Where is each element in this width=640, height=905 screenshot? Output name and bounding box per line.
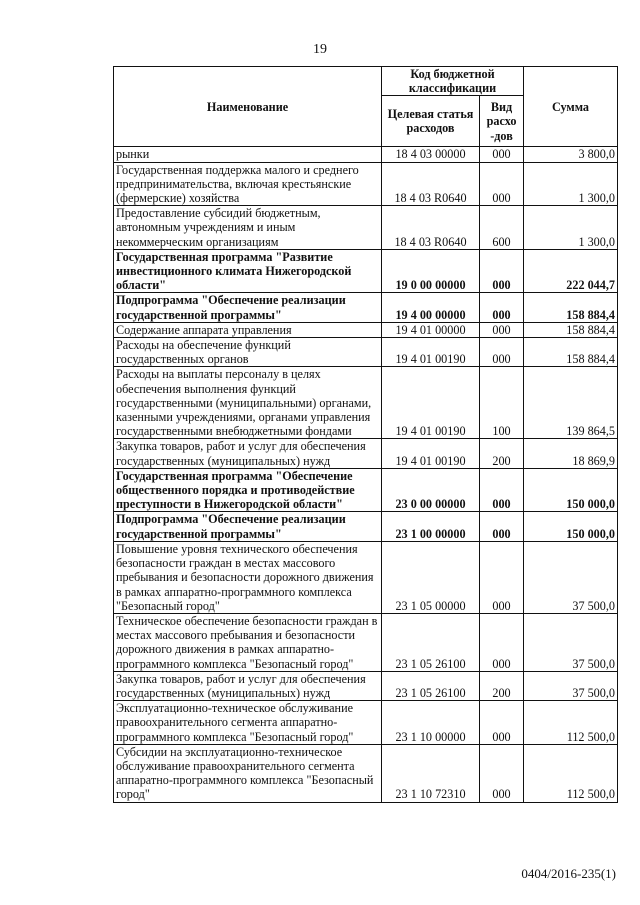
row-type: 000 <box>480 162 524 206</box>
table-row <box>114 701 618 745</box>
row-type: 600 <box>480 206 524 250</box>
row-type: 000 <box>480 512 524 541</box>
row-sum: 150 000,0 <box>524 468 618 512</box>
row-sum: 112 500,0 <box>524 744 618 802</box>
row-code: 23 1 10 00000 <box>382 701 480 745</box>
table-body <box>114 147 618 802</box>
table-row <box>114 206 618 250</box>
row-sum: 1 300,0 <box>524 162 618 206</box>
row-code: 23 1 05 00000 <box>382 541 480 613</box>
row-code: 19 4 00 00000 <box>382 293 480 322</box>
row-name: Подпрограмма "Обеспечение реализации государственной программы" <box>114 293 382 322</box>
row-name: Повышение уровня технического обеспечения безопасности граждан в местах массового пребывания и безопасности дорожного движения в рамках аппаратно-программного комплекса "Безопасный город" <box>114 541 382 613</box>
table-row <box>114 249 618 293</box>
row-type: 000 <box>480 541 524 613</box>
row-type: 200 <box>480 439 524 468</box>
row-sum: 37 500,0 <box>524 541 618 613</box>
row-type: 000 <box>480 744 524 802</box>
table-row <box>114 162 618 206</box>
row-type: 200 <box>480 671 524 700</box>
row-name: Закупка товаров, работ и услуг для обеспечения государственных (муниципальных) нужд <box>114 671 382 700</box>
header-name: Наименование <box>114 67 382 147</box>
row-name: Предоставление субсидий бюджетным, автономным учреждениям и иным некоммерческим организациям <box>114 206 382 250</box>
table-row <box>114 744 618 802</box>
row-code: 23 0 00 00000 <box>382 468 480 512</box>
row-sum: 18 869,9 <box>524 439 618 468</box>
table-row <box>114 338 618 367</box>
row-name: Содержание аппарата управления <box>114 322 382 337</box>
row-sum: 139 864,5 <box>524 367 618 439</box>
row-name: Эксплуатационно-техническое обслуживание правоохранительного сегмента аппаратно-программного комплекса "Безопасный город" <box>114 701 382 745</box>
row-sum: 1 300,0 <box>524 206 618 250</box>
page-number: 19 <box>313 42 327 57</box>
table-row <box>114 468 618 512</box>
row-sum: 3 800,0 <box>524 147 618 162</box>
row-sum: 37 500,0 <box>524 671 618 700</box>
row-name: Техническое обеспечение безопасности граждан в местах массового пребывания и безопасности дорожного движения в рамках аппаратно-программного комплекса "Безопасный город" <box>114 613 382 671</box>
row-name: Субсидии на эксплуатационно-техническое обслуживание правоохранительного сегмента аппаратно-программного комплекса "Безопасный город" <box>114 744 382 802</box>
table-row <box>114 439 618 468</box>
header-sum: Сумма <box>524 67 618 147</box>
row-sum: 158 884,4 <box>524 293 618 322</box>
row-type: 000 <box>480 701 524 745</box>
row-type: 000 <box>480 293 524 322</box>
row-name: Подпрограмма "Обеспечение реализации государственной программы" <box>114 512 382 541</box>
row-code: 18 4 03 R0640 <box>382 162 480 206</box>
row-type: 000 <box>480 338 524 367</box>
row-sum: 150 000,0 <box>524 512 618 541</box>
row-name: рынки <box>114 147 382 162</box>
table-row <box>114 512 618 541</box>
table-row <box>114 367 618 439</box>
row-type: 000 <box>480 468 524 512</box>
row-code: 19 0 00 00000 <box>382 249 480 293</box>
row-code: 23 1 00 00000 <box>382 512 480 541</box>
row-sum: 37 500,0 <box>524 613 618 671</box>
table-row <box>114 147 618 162</box>
row-name: Государственная программа "Обеспечение общественного порядка и противодействие преступности в Нижегородской области" <box>114 468 382 512</box>
budget-table <box>113 66 618 803</box>
row-name: Закупка товаров, работ и услуг для обеспечения государственных (муниципальных) нужд <box>114 439 382 468</box>
row-name: Государственная программа "Развитие инвестиционного климата Нижегородской области" <box>114 249 382 293</box>
row-code: 23 1 10 72310 <box>382 744 480 802</box>
table-row <box>114 322 618 337</box>
header-type: Вид расхо -дов <box>480 96 524 147</box>
row-code: 19 4 01 00000 <box>382 322 480 337</box>
row-code: 19 4 01 00190 <box>382 439 480 468</box>
table-row <box>114 293 618 322</box>
row-code: 18 4 03 R0640 <box>382 206 480 250</box>
row-type: 100 <box>480 367 524 439</box>
table-row <box>114 541 618 613</box>
table-header <box>114 67 618 147</box>
row-code: 23 1 05 26100 <box>382 613 480 671</box>
row-sum: 222 044,7 <box>524 249 618 293</box>
row-name: Государственная поддержка малого и среднего предпринимательства, включая крестьянские (фермерские) хозяйства <box>114 162 382 206</box>
header-code: Целевая статья расходов <box>382 96 480 147</box>
row-type: 000 <box>480 613 524 671</box>
table-row <box>114 671 618 700</box>
row-type: 000 <box>480 249 524 293</box>
row-name: Расходы на выплаты персоналу в целях обеспечения выполнения функций государственными (муниципальными) органами, казенными учреждениями, органами управления государственными внебюджетными фондами <box>114 367 382 439</box>
row-code: 19 4 01 00190 <box>382 367 480 439</box>
row-code: 19 4 01 00190 <box>382 338 480 367</box>
header-classification: Код бюджетной классификации <box>382 67 524 96</box>
table-row <box>114 613 618 671</box>
row-type: 000 <box>480 147 524 162</box>
row-code: 23 1 05 26100 <box>382 671 480 700</box>
row-sum: 158 884,4 <box>524 322 618 337</box>
row-name: Расходы на обеспечение функций государственных органов <box>114 338 382 367</box>
row-code: 18 4 03 00000 <box>382 147 480 162</box>
row-type: 000 <box>480 322 524 337</box>
document-footer-code: 0404/2016-235(1) <box>521 866 616 881</box>
row-sum: 158 884,4 <box>524 338 618 367</box>
row-sum: 112 500,0 <box>524 701 618 745</box>
